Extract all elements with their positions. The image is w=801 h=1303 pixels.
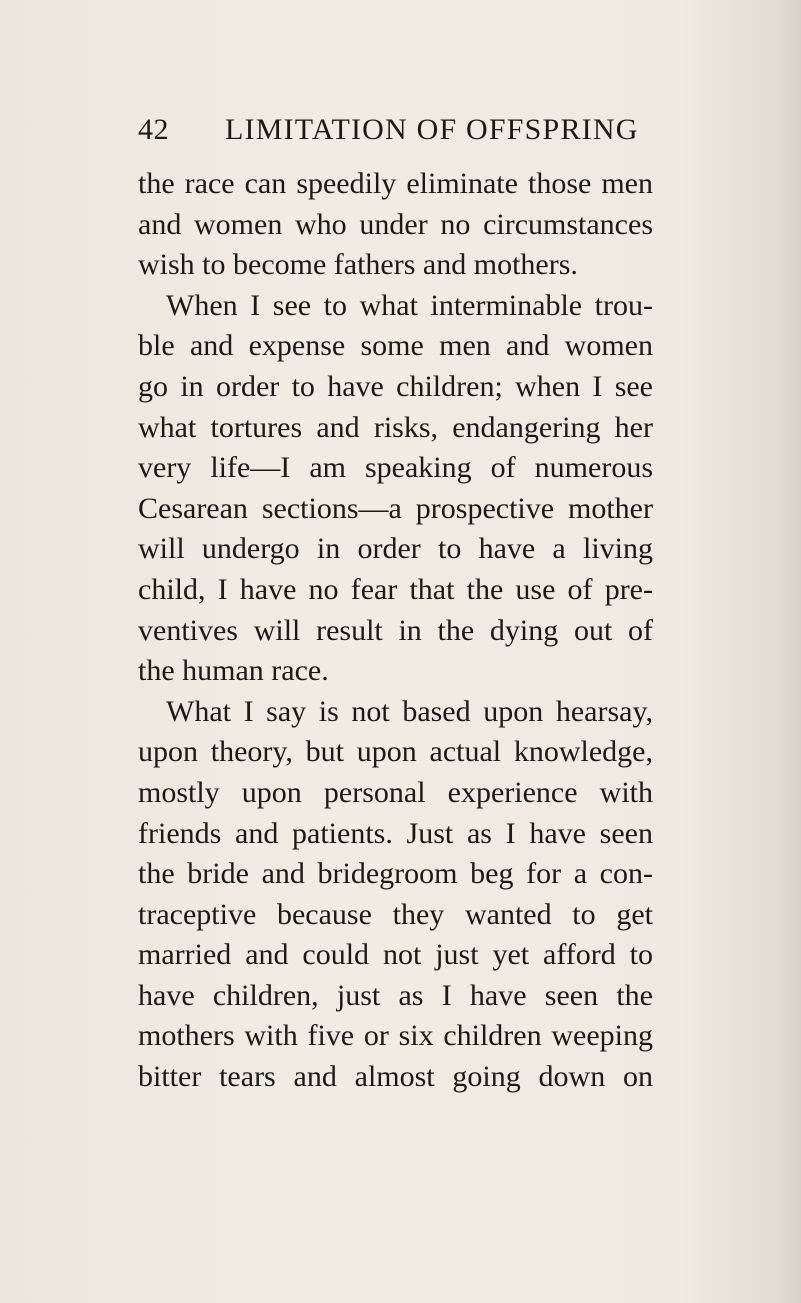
text-line: ble and expense some men and women (138, 329, 653, 363)
text-line: traceptive because they wanted to get (138, 897, 653, 931)
running-title: LIMITATION OF OFFSPRING (225, 113, 639, 146)
text-line: wish to become fathers and mothers. (138, 248, 578, 282)
text-line: upon theory, but upon actual knowledge, (138, 735, 653, 769)
text-line: go in order to have children; when I see (138, 369, 653, 403)
text-line: mothers with five or six children weeping (138, 1019, 653, 1053)
text-line: child, I have no fear that the use of pre- (138, 572, 653, 606)
paragraph-start-line: What I say is not based upon hearsay, (166, 694, 653, 728)
text-line: the human race. (138, 654, 329, 688)
text-line: mostly upon personal experience with (138, 775, 653, 809)
text-line: will undergo in order to have a living (138, 532, 653, 566)
text-line: the bride and bridegroom beg for a con- (138, 857, 653, 891)
text-line: friends and patients. Just as I have seen (138, 816, 653, 850)
text-line: what tortures and risks, endangering her (138, 410, 653, 444)
paragraph-start-line: When I see to what interminable trou- (166, 288, 653, 322)
text-line: bitter tears and almost going down on (138, 1060, 653, 1094)
text-line: and women who under no circumstances (138, 207, 653, 241)
text-line: very life—I am speaking of numerous (138, 451, 653, 485)
text-line: Cesarean sections—a prospective mother (138, 491, 653, 525)
page-header (138, 113, 648, 153)
text-line: have children, just as I have seen the (138, 978, 653, 1012)
text-line: ventives will result in the dying out of (138, 613, 653, 647)
body-text (138, 164, 653, 1098)
page-number: 42 (138, 113, 169, 146)
text-line: the race can speedily eliminate those men (138, 167, 653, 200)
text-line: married and could not just yet afford to (138, 938, 653, 972)
